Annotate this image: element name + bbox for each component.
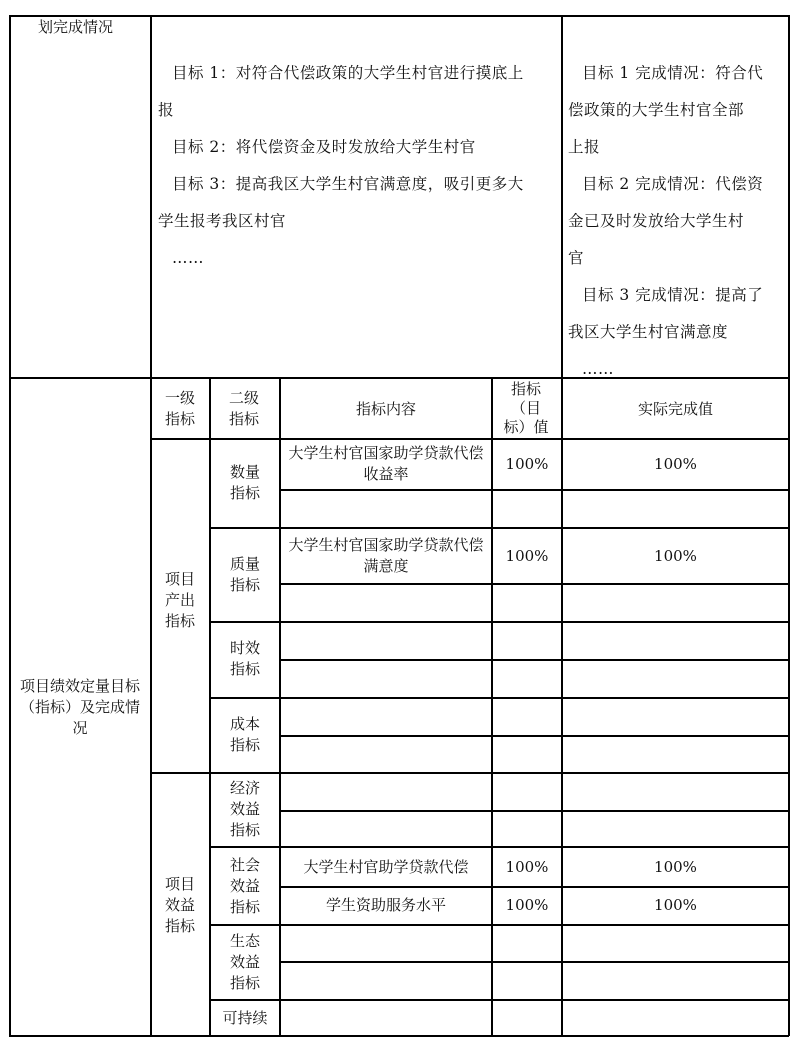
result-line: 偿政策的大学生村官全部 xyxy=(568,101,745,119)
quality-actual: 100% xyxy=(654,546,697,565)
border-left xyxy=(9,15,11,1036)
quality-content: 大学生村官国家助学贷款代偿满意度 xyxy=(288,536,484,575)
row-line xyxy=(279,961,789,963)
benefit-indicator-label: 项目效益指标 xyxy=(164,874,195,935)
plan-line: 目标 3：提高我区大学生村官满意度，吸引更多大 xyxy=(172,175,524,193)
plan-line: 学生报考我区村官 xyxy=(158,212,287,230)
result-line: 目标 1 完成情况：符合代 xyxy=(582,64,764,82)
output-indicator-label: 项目产出指标 xyxy=(164,569,195,630)
plan-line: …… xyxy=(172,249,204,267)
social-actual-2: 100% xyxy=(654,895,697,914)
row-line-ecological xyxy=(209,999,789,1001)
plan-line: 报 xyxy=(158,101,175,119)
row-line-quality xyxy=(209,621,789,623)
quantity-content: 大学生村官国家助学贷款代偿收益率 xyxy=(288,444,484,483)
indicator-section-label: 项目绩效定量目标（指标）及完成情况 xyxy=(19,676,140,737)
timeliness-indicator-label: 时效指标 xyxy=(229,639,260,678)
social-target-1: 100% xyxy=(505,857,549,876)
row-line xyxy=(279,583,789,585)
border-top xyxy=(9,15,789,17)
row-line-social xyxy=(209,924,789,926)
result-line: 金已及时发放给大学生村 xyxy=(568,212,745,230)
divider-label-col xyxy=(150,15,152,1036)
row-line xyxy=(279,886,789,888)
social-target-2: 100% xyxy=(505,895,549,914)
result-line: 目标 3 完成情况：提高了 xyxy=(582,286,764,304)
header-level1: 一级指标 xyxy=(164,389,195,428)
row-line-group xyxy=(150,772,789,774)
result-line: 官 xyxy=(568,249,585,267)
plan-completion-label: 划完成情况 xyxy=(38,18,114,36)
row-line-header xyxy=(150,438,789,440)
row-line-economic xyxy=(209,846,789,848)
quality-target: 100% xyxy=(505,546,549,565)
plan-line: 目标 1：对符合代偿政策的大学生村官进行摸底上 xyxy=(172,64,524,82)
economic-indicator-label: 经济效益指标 xyxy=(229,778,260,839)
header-level2: 二级指标 xyxy=(228,389,259,428)
social-content-2: 学生资助服务水平 xyxy=(325,895,446,914)
result-line: 我区大学生村官满意度 xyxy=(568,323,729,341)
divider-level1 xyxy=(209,377,211,1036)
result-line: 目标 2 完成情况：代偿资 xyxy=(582,175,764,193)
ecological-indicator-label: 生态效益指标 xyxy=(229,931,260,992)
row-line xyxy=(279,659,789,661)
quantity-target: 100% xyxy=(505,454,549,473)
result-line: …… xyxy=(582,360,614,378)
cost-indicator-label: 成本指标 xyxy=(229,715,260,754)
border-bottom xyxy=(9,1035,789,1037)
quantity-indicator-label: 数量指标 xyxy=(229,463,260,502)
header-actual: 实际完成值 xyxy=(637,399,713,418)
row-line xyxy=(279,810,789,812)
divider-result-col xyxy=(561,15,563,378)
result-line: 上报 xyxy=(568,138,601,156)
social-content-1: 大学生村官助学贷款代偿 xyxy=(303,857,469,876)
social-indicator-label: 社会效益指标 xyxy=(229,855,260,916)
row-line-timeliness xyxy=(209,697,789,699)
result-goals xyxy=(568,55,786,388)
quantity-actual: 100% xyxy=(654,454,697,473)
header-content: 指标内容 xyxy=(355,399,416,418)
border-right xyxy=(788,15,790,1036)
social-actual-1: 100% xyxy=(654,857,697,876)
row-line xyxy=(279,489,789,491)
plan-goals xyxy=(158,55,558,277)
divider-level2 xyxy=(279,377,281,1036)
sustainable-indicator-label: 可持续 xyxy=(222,1008,268,1027)
row-line xyxy=(279,735,789,737)
plan-line: 目标 2：将代偿资金及时发放给大学生村官 xyxy=(172,138,476,156)
row-line-quantity xyxy=(209,527,789,529)
quality-indicator-label: 质量指标 xyxy=(229,555,260,594)
header-target: 指标（目标）值 xyxy=(503,379,549,436)
